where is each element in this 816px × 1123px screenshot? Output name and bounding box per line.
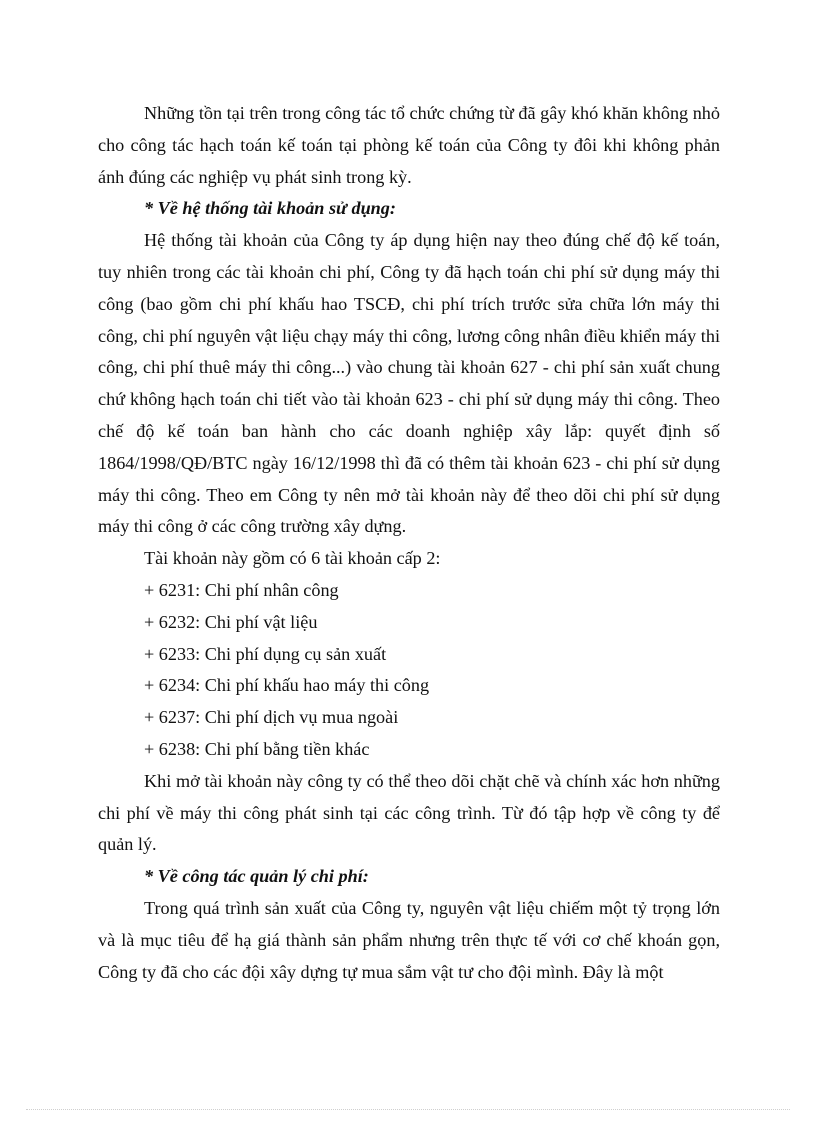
list-item: + 6238: Chi phí bằng tiền khác [144,738,370,759]
paragraph-account-benefit: Khi mở tài khoản này công ty có thể theo dõi chặt chẽ và chính xác hơn những chi phí về máy thi công phát sinh tại các công trình. Từ đó tập hợp về công ty để quản lý. [98,770,720,855]
list-item: + 6231: Chi phí nhân công [144,579,339,600]
section-heading-accounts: * Về hệ thống tài khoản sử dụng: [144,198,396,219]
list-item: + 6234: Chi phí khấu hao máy thi công [144,675,430,696]
page-bottom-divider [26,1109,790,1110]
list-item: + 6233: Chi phí dụng cụ sản xuất [144,643,387,664]
document-page [98,98,720,988]
list-intro: Tài khoản này gồm có 6 tài khoản cấp 2: [144,548,441,569]
paragraph-account-system: Hệ thống tài khoản của Công ty áp dụng hiện nay theo đúng chế độ kế toán, tuy nhiên trong các tài khoản chi phí, Công ty đã hạch toán chi phí sử dụng máy thi công (bao gồm chi phí khấu hao TSCĐ, chi phí trích trước sửa chữa lớn máy thi công, chi phí nguyên vật liệu chạy máy thi công, lương công nhân điều khiển máy thi công, chi phí thuê máy thi công...) vào chung tài khoản 627 - chi phí sản xuất chung chứ không hạch toán chi tiết vào tài khoản 623 - chi phí sử dụng máy thi công. Theo chế độ kế toán ban hành cho các doanh nghiệp xây lắp: quyết định số 1864/1998/QĐ/BTC ngày 16/12/1998 thì đã có thêm tài khoản 623 - chi phí sử dụng máy thi công. Theo em Công ty nên mở tài khoản này để theo dõi chi phí sử dụng máy thi công ở các công trường xây dựng. [98,230,720,537]
paragraph-intro: Những tồn tại trên trong công tác tổ chức chứng từ đã gây khó khăn không nhỏ cho công tác hạch toán kế toán tại phòng kế toán của Công ty đôi khi không phản ánh đúng các nghiệp vụ phát sinh trong kỳ. [98,103,720,187]
list-item: + 6232: Chi phí vật liệu [144,611,318,632]
section-heading-cost-management: * Về công tác quản lý chi phí: [144,866,369,887]
account-list [98,575,720,766]
paragraph-cost-management: Trong quá trình sản xuất của Công ty, nguyên vật liệu chiếm một tỷ trọng lớn và là mục tiêu để hạ giá thành sản phẩm nhưng trên thực tế với cơ chế khoán gọn, Công ty đã cho các đội xây dựng tự mua sắm vật tư cho đội mình. Đây là một [98,897,720,982]
list-item: + 6237: Chi phí dịch vụ mua ngoài [144,707,399,728]
